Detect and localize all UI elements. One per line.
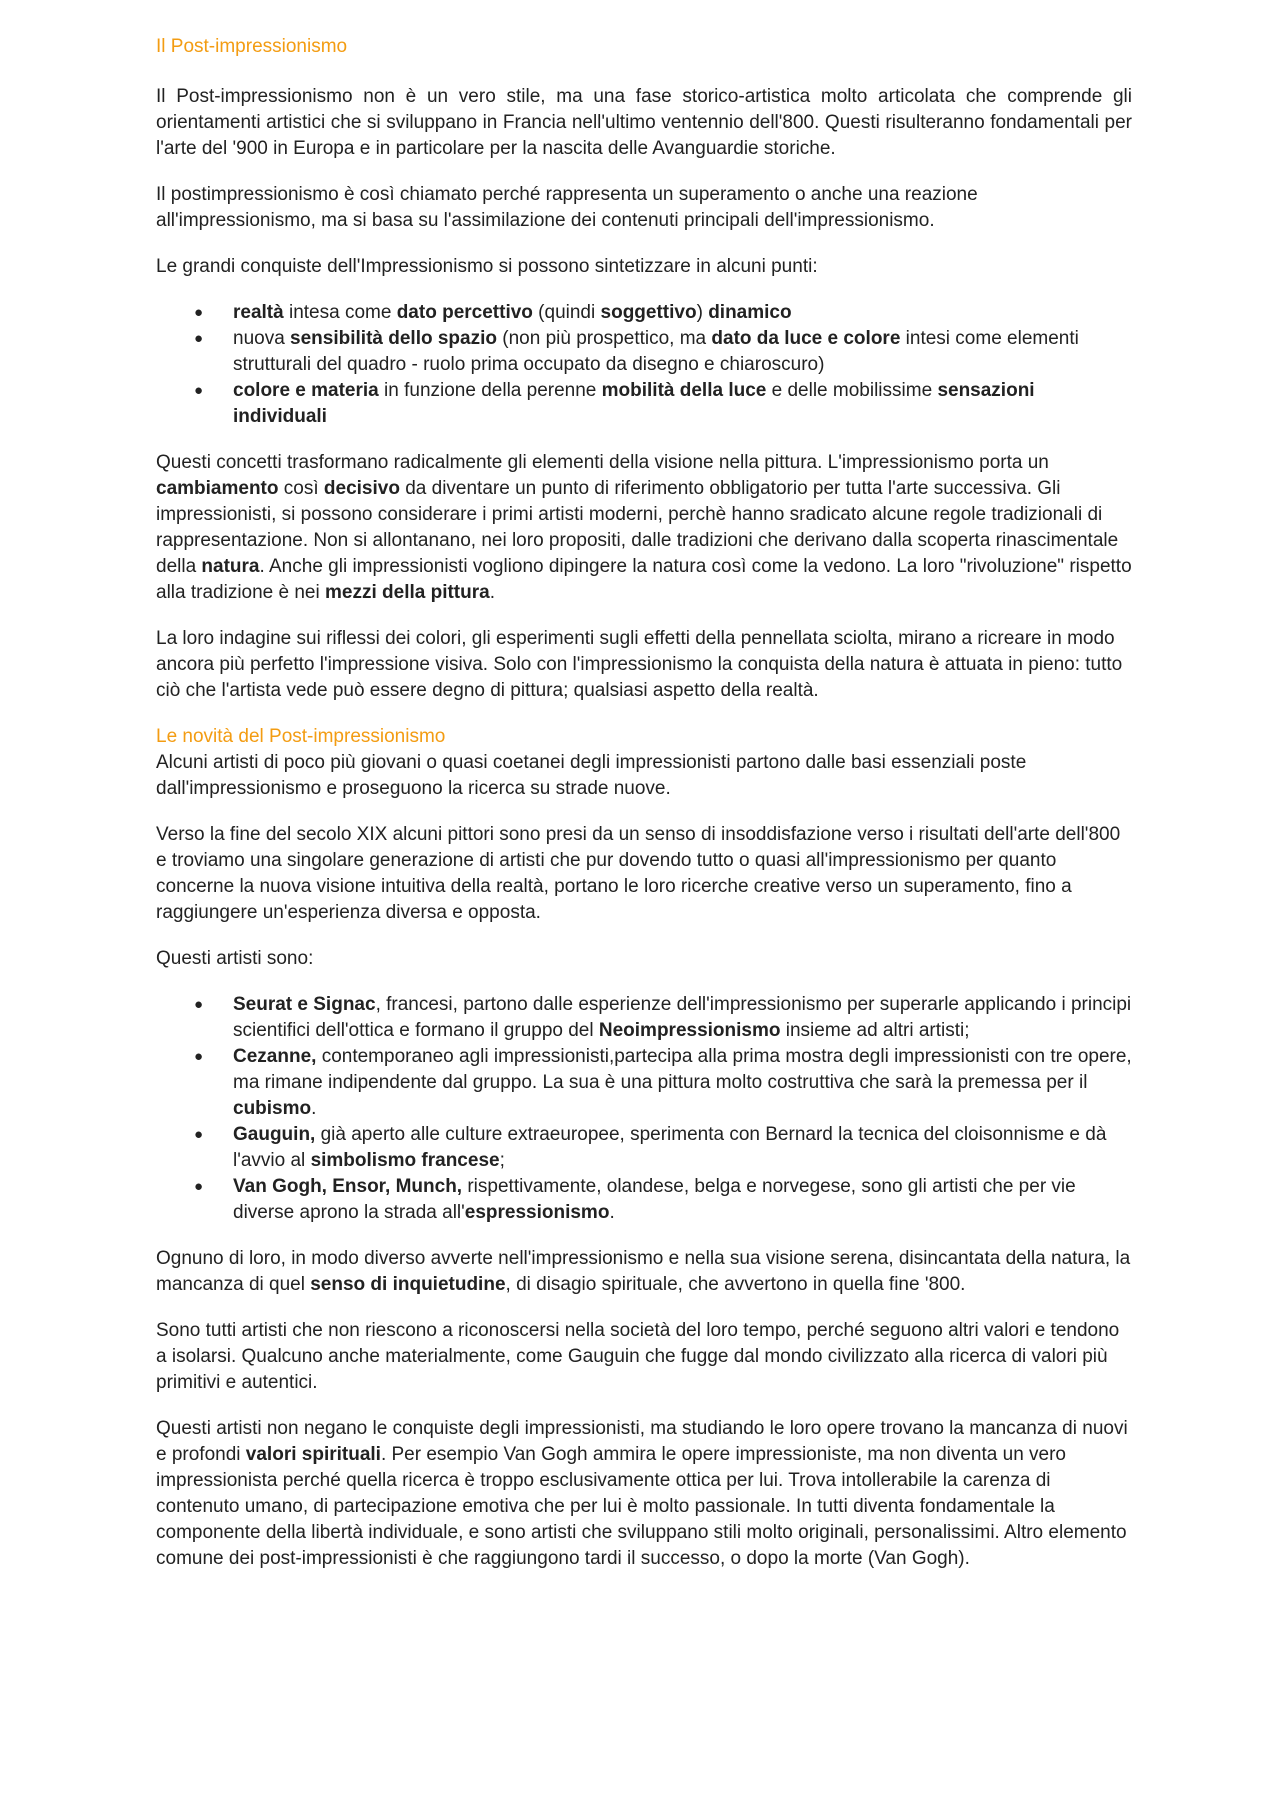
paragraph-societa: Sono tutti artisti che non riescono a riconoscersi nella società del loro tempo, perché seguono altri valori e tendono a isolarsi. Qualcuno anche materialmente, come Gauguin che fugge dal mondo civilizzato alla ricerca di valori più primitivi e autentici. bbox=[156, 1320, 1120, 1393]
list-item: ● Cezanne, contemporaneo agli impressionisti,partecipa alla prima mostra degli impressionisti con tre opere, ma rimane indipendente dal gruppo. La sua è una pittura molto costruttiva che sarà la premessa per il cubismo. bbox=[194, 1046, 1132, 1119]
bullet-icon: ● bbox=[194, 330, 204, 347]
conquiste-list bbox=[156, 300, 1132, 430]
bullet-icon: ● bbox=[194, 1048, 204, 1065]
paragraph-ognuno: Ognuno di loro, in modo diverso avverte nell'impressionismo e nella sua visione serena, disincantata della natura, la mancanza di quel senso di inquietudine, di disagio spirituale, che avvertono in quella fine '800. bbox=[156, 1248, 1131, 1295]
section-title-novita: Le novità del Post-impressionismo bbox=[156, 726, 446, 747]
list-item: ● nuova sensibilità dello spazio (non più prospettico, ma dato da luce e colore intesi come elementi strutturali del quadro - ruolo prima occupato da disegno e chiaroscuro) bbox=[194, 328, 1079, 375]
paragraph-fine-secolo: Verso la fine del secolo XIX alcuni pittori sono presi da un senso di insoddisfazione verso i risultati dell'arte dell'800 e troviamo una singolare generazione di artisti che pur dovendo tutto o quasi all'impressionismo per quanto concerne la nuova visione intuitiva della realtà, portano le loro ricerche creative verso un superamento, fino a raggiungere un'esperienza diversa e opposta. bbox=[156, 824, 1121, 923]
document-page bbox=[156, 34, 1132, 1572]
list-item: ● Gauguin, già aperto alle culture extraeuropee, sperimenta con Bernard la tecnica del cloisonnisme e dà l'avvio al simbolismo francese; bbox=[194, 1124, 1107, 1171]
artisti-list bbox=[156, 992, 1132, 1226]
bullet-icon: ● bbox=[194, 382, 204, 399]
paragraph-intro: Il Post-impressionismo non è un vero stile, ma una fase storico-artistica molto articolata che comprende gli orientamenti artistici che si sviluppano in Francia nell'ultimo ventennio dell'800. Questi risulteranno fondamentali per l'arte del '900 in Europa e in particolare per la nascita delle Avanguardie storiche. bbox=[156, 86, 1132, 159]
bullet-icon: ● bbox=[194, 1178, 204, 1195]
list-item: ● colore e materia in funzione della perenne mobilità della luce e delle mobilissime sensazioni individuali bbox=[194, 380, 1035, 427]
paragraph-definition: Il postimpressionismo è così chiamato perché rappresenta un superamento o anche una reazione all'impressionismo, ma si basa su l'assimilazione dei contenuti principali dell'impressionismo. bbox=[156, 184, 978, 231]
paragraph-artisti-giovani: Alcuni artisti di poco più giovani o quasi coetanei degli impressionisti partono dalle basi essenziali poste dall'impressionismo e proseguono la ricerca su strade nuove. bbox=[156, 752, 1027, 799]
list-item: ● Seurat e Signac, francesi, partono dalle esperienze dell'impressionismo per superarle applicando i principi scientifici dell'ottica e formano il gruppo del Neoimpressionismo insieme ad altri artisti; bbox=[194, 994, 1132, 1041]
paragraph-valori-spirituali: Questi artisti non negano le conquiste degli impressionisti, ma studiando le loro opere trovano la mancanza di nuovi e profondi valori spirituali. Per esempio Van Gogh ammira le opere impressioniste, ma non diventa un vero impressionista perché quella ricerca è troppo esclusivamente ottica per lui. Trova intollerabile la carenza di contenuto umano, di partecipazione emotiva che per lui è molto passionale. In tutti diventa fondamentale la componente della libertà individuale, e sono artisti che sviluppano stili molto originali, personalissimi. Altro elemento comune dei post-impressionisti è che raggiungono tardi il successo, o dopo la morte (Van Gogh). bbox=[156, 1418, 1128, 1569]
bullet-icon: ● bbox=[194, 996, 204, 1013]
paragraph-concetti: Questi concetti trasformano radicalmente gli elementi della visione nella pittura. L'impressionismo porta un cambiamento così decisivo da diventare un punto di riferimento obbligatorio per tutta l'arte successiva. Gli impressionisti, si possono considerare i primi artisti moderni, perchè hanno sradicato alcune regole tradizionali di rappresentazione. Non si allontanano, nei loro propositi, dalle tradizioni che derivano dalla scoperta rinascimentale della natura. Anche gli impressionisti vogliono dipingere la natura così come la vedono. La loro "rivoluzione" rispetto alla tradizione è nei mezzi della pittura. bbox=[156, 452, 1132, 603]
list-item: ● realtà intesa come dato percettivo (quindi soggettivo) dinamico bbox=[156, 300, 1132, 326]
paragraph-conquiste: Le grandi conquiste dell'Impressionismo si possono sintetizzare in alcuni punti: bbox=[156, 256, 818, 277]
paragraph-artisti-sono: Questi artisti sono: bbox=[156, 948, 314, 969]
section-title-post-impressionismo: Il Post-impressionismo bbox=[156, 36, 348, 57]
bullet-icon: ● bbox=[194, 1126, 204, 1143]
list-item: ● Van Gogh, Ensor, Munch, rispettivamente, olandese, belga e norvegese, sono gli artisti che per vie diverse aprono la strada all'espressionismo. bbox=[194, 1176, 1076, 1223]
paragraph-indagine: La loro indagine sui riflessi dei colori, gli esperimenti sugli effetti della pennellata sciolta, mirano a ricreare in modo ancora più perfetto l'impressione visiva. Solo con l'impressionismo la conquista della natura è attuata in pieno: tutto ciò che l'artista vede può essere degno di pittura; qualsiasi aspetto della realtà. bbox=[156, 628, 1123, 701]
bullet-icon: ● bbox=[194, 304, 204, 321]
